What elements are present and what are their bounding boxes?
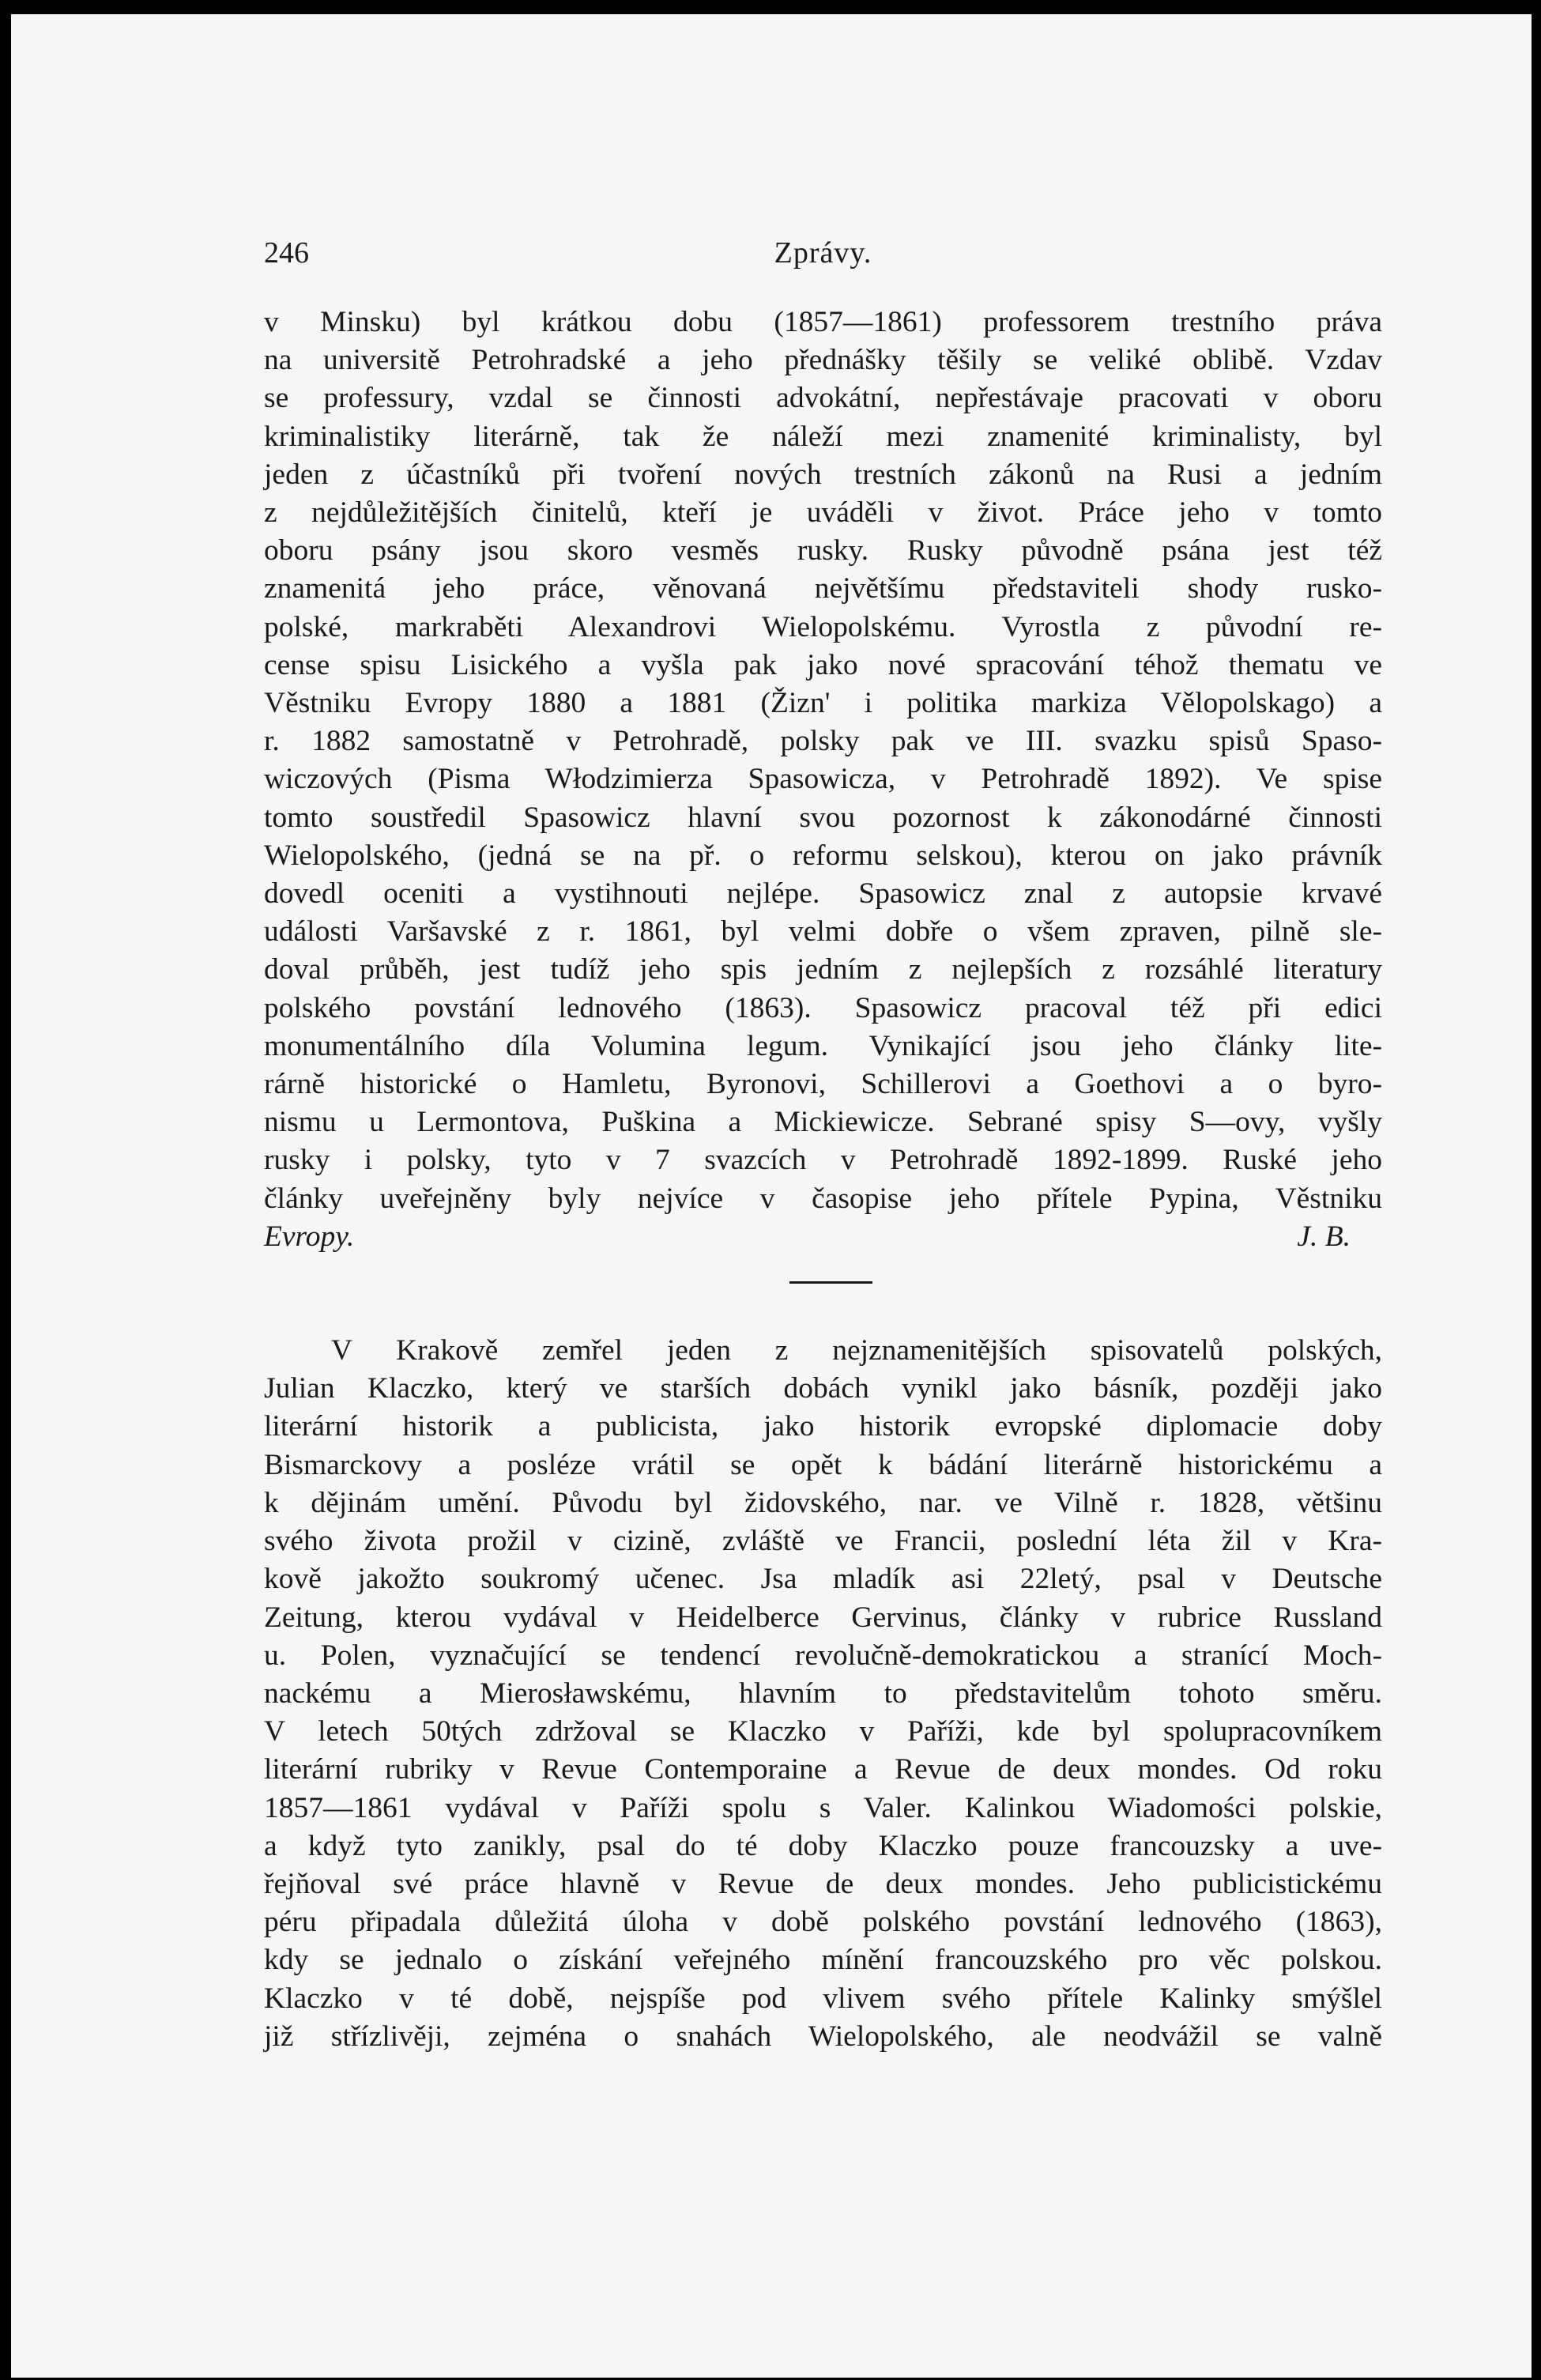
text-line: již střízlivěji, zejména o snahách Wielopolského, ale neodvážil se valně bbox=[264, 2020, 1382, 2053]
text-line: u. Polen, vyznačující se tendencí revolučně-demokratickou a stranící Moch- bbox=[264, 1639, 1382, 1672]
text-line: V letech 50tých zdržoval se Klaczko v Paříži, kde byl spolupracovníkem bbox=[264, 1715, 1382, 1748]
text-line: 1857—1861 vydával v Paříži spolu s Valer. Kalinkou Wiadomości polskie, bbox=[264, 1791, 1382, 1824]
text-line: se professury, vzdal se činnosti advokátní, nepřestávaje pracovati v oboru bbox=[264, 382, 1382, 415]
text-line: Klaczko v té době, nejspíše pod vlivem svého přítele Kalinky smýšlel bbox=[264, 1982, 1382, 2015]
author-initials: J. B. bbox=[1297, 1220, 1351, 1253]
text-line: oboru psány jsou skoro vesměs rusky. Rusky původně psána jest též bbox=[264, 534, 1382, 568]
article-klaczko bbox=[264, 1332, 1382, 2056]
text-line: cense spisu Lisického a vyšla pak jako nové spracování téhož thematu ve bbox=[264, 648, 1382, 681]
text-line: z nejdůležitějších činitelů, kteří je uváděli v život. Práce jeho v tomto bbox=[264, 496, 1382, 530]
text-line: Wielopolského, (jedná se na př. o reformu selskou), kterou on jako právník bbox=[264, 839, 1382, 872]
text-line: svého života prožil v cizině, zvláště ve Francii, poslední léta žil v Kra- bbox=[264, 1525, 1382, 1558]
text-line: rusky i polsky, tyto v 7 svazcích v Petrohradě 1892-1899. Ruské jeho bbox=[264, 1144, 1382, 1177]
text-line: znamenitá jeho práce, věnovaná největšímu představiteli shody rusko- bbox=[264, 572, 1382, 605]
text-line: rárně historické o Hamletu, Byronovi, Schillerovi a Goethovi a o byro- bbox=[264, 1068, 1382, 1101]
document-page bbox=[11, 14, 1532, 2378]
text-line: nackému a Mierosławskému, hlavním to představitelům tohoto směru. bbox=[264, 1677, 1382, 1710]
text-line: r. 1882 samostatně v Petrohradě, polsky pak ve III. svazku spisů Spaso- bbox=[264, 725, 1382, 758]
article-spasowicz bbox=[264, 304, 1382, 1218]
text-line: Zeitung, kterou vydával v Heidelberce Gervinus, články v rubrice Russland bbox=[264, 1601, 1382, 1634]
text-line: kově jakožto soukromý učenec. Jsa mladík asi 22letý, psal v Deutsche bbox=[264, 1563, 1382, 1596]
text-line: dovedl oceniti a vystihnouti nejlépe. Spasowicz znal z autopsie krvavé bbox=[264, 877, 1382, 911]
text-line: jeden z účastníků při tvoření nových trestních zákonů na Rusi a jedním bbox=[264, 458, 1382, 491]
body-text bbox=[264, 304, 1382, 2056]
text-line: doval průběh, jest tudíž jeho spis jedním z nejlepších z rozsáhlé literatury bbox=[264, 953, 1382, 986]
text-line: wiczových (Pisma Włodzimierza Spasowicza, v Petrohradě 1892). Ve spise bbox=[264, 763, 1382, 796]
text-line: polské, markraběti Alexandrovi Wielopolskému. Vyrostla z původní re- bbox=[264, 610, 1382, 643]
text-line: a když tyto zanikly, psal do té doby Klaczko pouze francouzsky a uve- bbox=[264, 1829, 1382, 1862]
text-line: kdy se jednalo o získání veřejného mínění francouzského pro věc polskou. bbox=[264, 1944, 1382, 1977]
text-line: řejňoval své práce hlavně v Revue de deux mondes. Jeho publicistickému bbox=[264, 1867, 1382, 1900]
section-divider bbox=[264, 1256, 1382, 1332]
text-line: tomto soustředil Spasowicz hlavní svou pozornost k zákonodárné činnosti bbox=[264, 801, 1382, 834]
article-signature-line bbox=[264, 1218, 1382, 1256]
text-line: články uveřejněny byly nejvíce v časopise jeho přítele Pypina, Věstniku bbox=[264, 1182, 1382, 1215]
text-line: péru připadala důležitá úloha v době polského povstání lednového (1863), bbox=[264, 1906, 1382, 1939]
text-line: k dějinám umění. Původu byl židovského, nar. ve Vilně r. 1828, většinu bbox=[264, 1486, 1382, 1519]
text-line: V Krakově zemřel jeden z nejznamenitějších spisovatelů polských, bbox=[331, 1334, 1382, 1367]
text-line: v Minsku) byl krátkou dobu (1857—1861) professorem trestního práva bbox=[264, 306, 1382, 338]
text-line: nismu u Lermontova, Puškina a Mickiewicze. Sebrané spisy S—ovy, vyšly bbox=[264, 1106, 1382, 1139]
running-head: Zprávy. bbox=[774, 236, 872, 270]
text-line: polského povstání lednového (1863). Spasowicz pracoval též při edici bbox=[264, 991, 1382, 1024]
text-line: literární historik a publicista, jako historik evropské diplomacie doby bbox=[264, 1410, 1382, 1443]
page-header bbox=[264, 236, 1382, 275]
text-line: monumentálního díla Volumina legum. Vynikající jsou jeho články lite- bbox=[264, 1029, 1382, 1062]
text-line: Věstniku Evropy 1880 a 1881 (Žizn' i politika markiza Vělopolskago) a bbox=[264, 687, 1382, 720]
text-line: události Varšavské z r. 1861, byl velmi dobře o všem zpraven, pilně sle- bbox=[264, 915, 1382, 949]
page-number: 246 bbox=[264, 236, 309, 270]
text-line: literární rubriky v Revue Contemporaine a Revue de deux mondes. Od roku bbox=[264, 1753, 1382, 1786]
text-line: Bismarckovy a posléze vrátil se opět k bádání literárně historickému a bbox=[264, 1448, 1382, 1481]
closing-word: Evropy. bbox=[264, 1220, 355, 1253]
text-line: na universitě Petrohradské a jeho přednášky těšily se veliké oblibě. Vzdav bbox=[264, 344, 1382, 377]
text-line: kriminalistiky literárně, tak že náleží mezi znamenité kriminalisty, byl bbox=[264, 420, 1382, 453]
text-line: Julian Klaczko, který ve starších dobách vynikl jako básník, později jako bbox=[264, 1372, 1382, 1405]
